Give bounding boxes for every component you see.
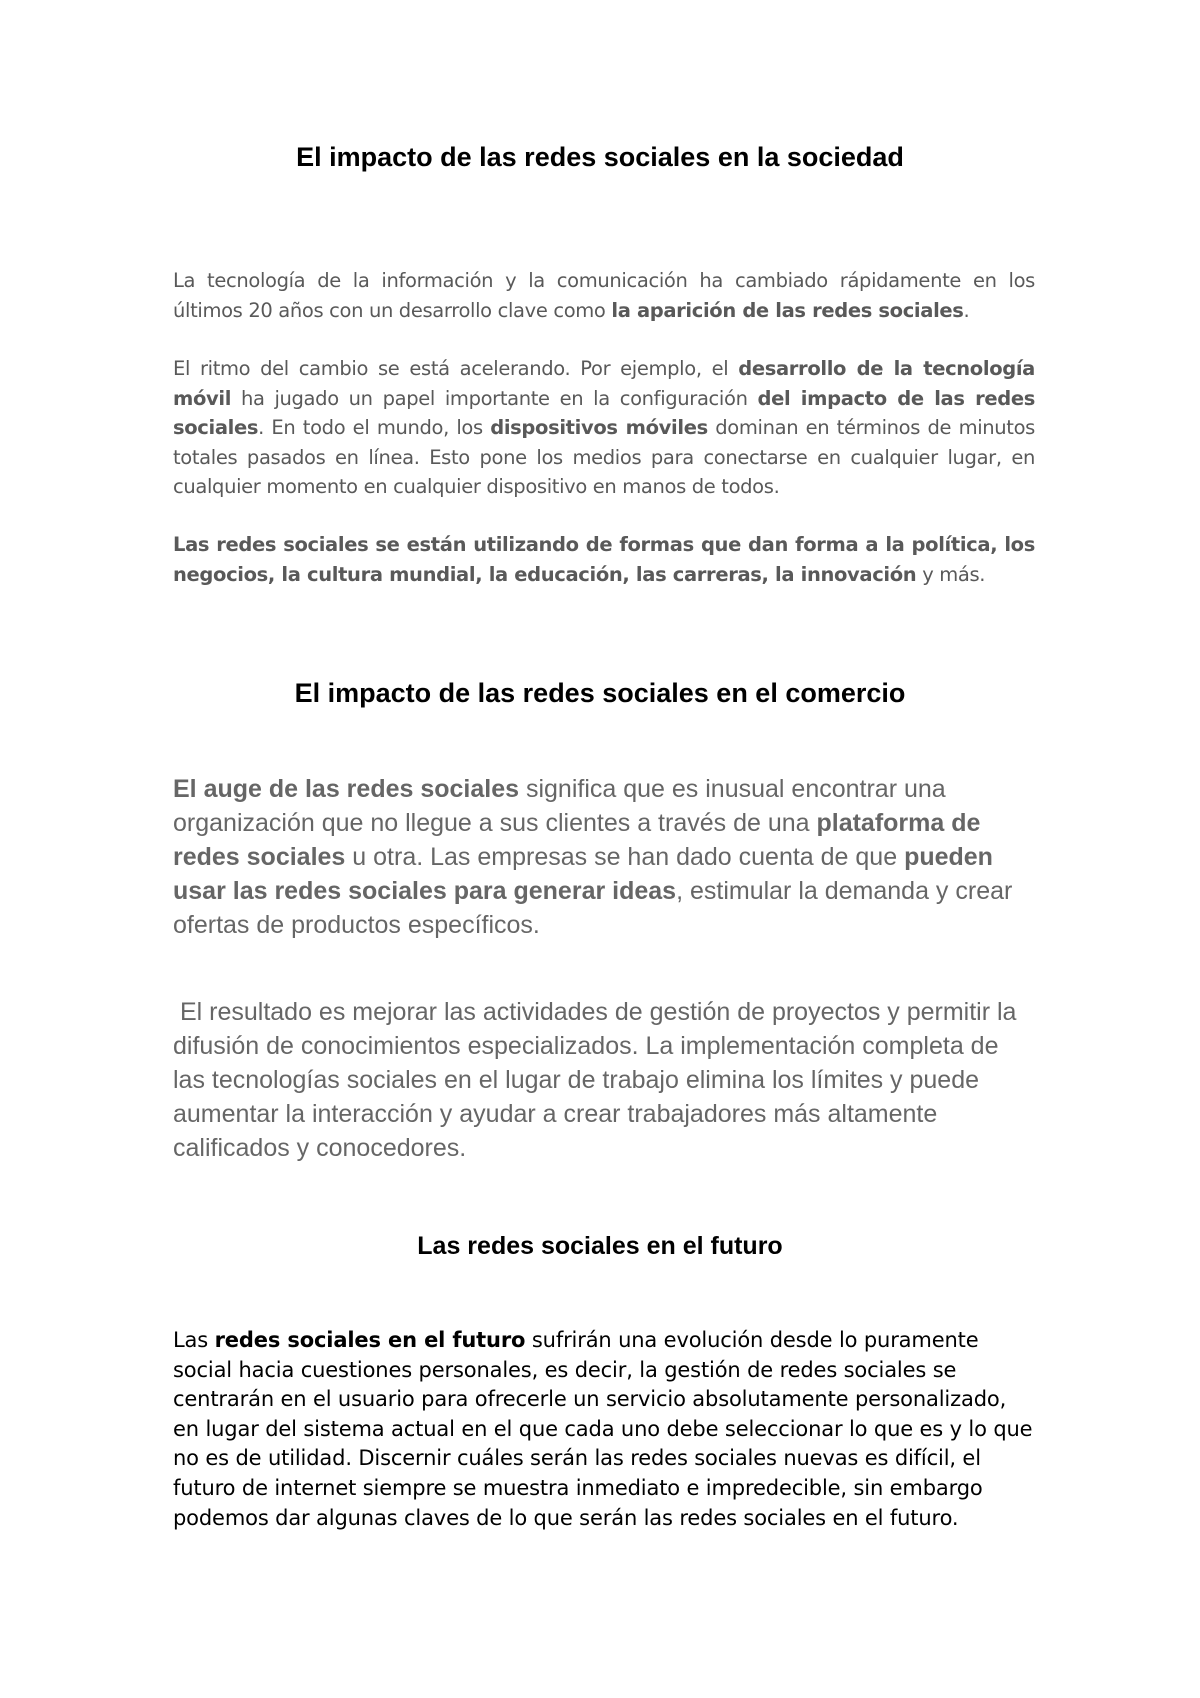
bold-run: plataforma de redes sociales [173,809,981,871]
text-run: u otra. Las empresas se han dado cuenta de que [345,843,905,871]
text-run: . En todo el mundo, los [258,416,491,439]
paragraph-sociedad-ritmo [173,354,1035,502]
paragraph-comercio-resultado: El resultado es mejorar las actividades de gestión de proyectos y permitir la difusión de conocimientos especializados. La implementación completa de las tecnologías sociales en el lugar de trabajo elimina los límites y puede aumentar la interacción y ayudar a crear trabajadores más altamente calificados y conocedores. [173,998,1024,1162]
section-title-comercio: El impacto de las redes sociales en el comercio [294,678,906,708]
section-title-futuro: Las redes sociales en el futuro [417,1232,783,1260]
text-run: El ritmo del cambio se está acelerando. Por ejemplo, el [173,357,739,380]
text-run: La tecnología de la información y la comunicación ha cambiado rápidamente en los últimos 20 años con un desarrollo clave como [173,269,1035,322]
bold-run: dispositivos móviles [490,416,708,439]
text-run: sufrirán una evolución desde lo puramente social hacia cuestiones personales, es decir, la gestión de redes sociales se centrarán en el usuario para ofrecerle un servicio absolutamente personalizado, en lugar del sistema actual en el que cada uno debe seleccionar lo que es y lo que no es de utilidad. Discernir cuáles serán las redes sociales nuevas es difícil, el futuro de internet siempre se muestra inmediato e impredecible, sin embargo podemos dar algunas claves de lo que serán las redes sociales en el futuro. [173,1328,1033,1530]
paragraph-sociedad-usos [173,530,1035,589]
bold-run: Las redes sociales se están utilizando de formas que dan forma a la política, los negocios, la cultura mundial, la educación, las carreras, la innovación [173,533,1035,586]
paragraph-sociedad-intro [173,266,1035,325]
text-run: ha jugado un papel importante en la configuración [231,386,758,410]
bold-run: El auge de las redes sociales [173,775,520,803]
bold-run: desarrollo de la tecnología móvil [173,357,1035,410]
section-title-sociedad: El impacto de las redes sociales en la sociedad [296,142,904,172]
paragraph-comercio-auge [173,772,1035,942]
text-run: y más. [916,562,986,586]
bold-run: pueden usar las redes sociales para generar ideas [173,843,993,905]
bold-run: del impacto de las redes sociales [173,386,1035,439]
text-run: significa que es inusual encontrar una organización que no llegue a sus clientes a través de una [173,775,946,837]
paragraph-futuro [173,1326,1035,1533]
text-run: Las [173,1328,215,1352]
text-run: . [963,298,970,322]
bold-run: la aparición de las redes sociales [611,298,964,322]
bold-run: redes sociales en el futuro [214,1328,526,1352]
text-run: dominan en términos de minutos totales pasados en línea. Esto pone los medios para conectarse en cualquier lugar, en cualquier momento en cualquier dispositivo en manos de todos. [173,416,1035,498]
text-run: , estimular la demanda y crear ofertas de productos específicos. [173,877,1013,939]
